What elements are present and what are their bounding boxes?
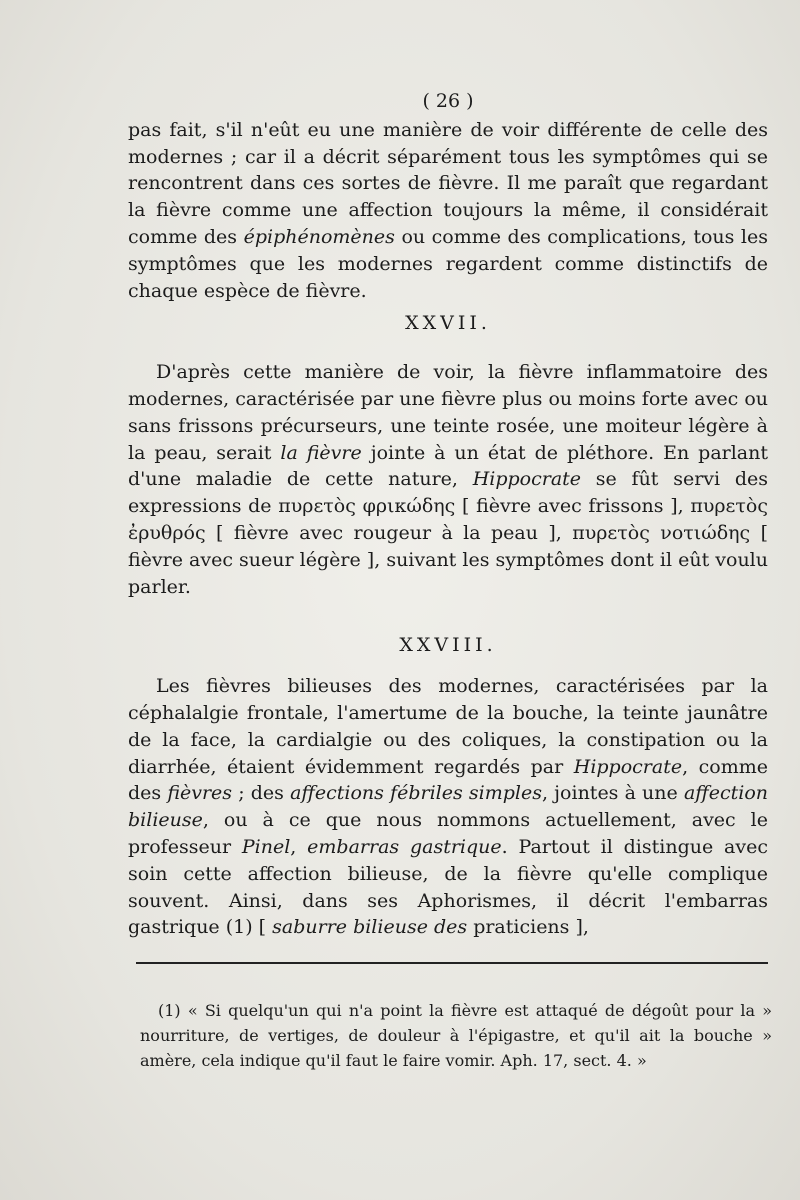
paragraph-2-text-a: D'après cette manière de voir, la fièvre inflammatoire des modernes, caractérisée par une fièvre plus ou moins forte avec ou sans frissons précurseurs, une teinte rosée, une moiteur légère à la peau, serait [128, 361, 768, 464]
paragraph-3-emphasis-6: embarras gastrique [307, 835, 502, 858]
section-heading-28: XXVIII. [399, 634, 497, 657]
paragraph-2-emphasis-1: la fièvre [280, 441, 362, 464]
page-number: ( 26 ) [422, 90, 474, 112]
paragraph-3-text-a: Les fièvres bilieuses des modernes, caractérisées par la céphalalgie frontale, l'amertume de la bouche, la teinte jaunâtre de la face, la cardialgie ou des coliques, la constipation ou la diarrhée, étaient évidemment regardés par [128, 675, 768, 778]
footnote-divider [136, 962, 768, 964]
paragraph-3-text-g: . Partout il distingue avec soin cette affection bilieuse, de la fièvre qu'elle complique souvent. Ainsi, dans ses Aphorismes, il décrit l'embarras gastrique (1) [ [128, 835, 768, 939]
body-text [128, 88, 768, 941]
footnote: (1) « Si quelqu'un qui n'a point la fièvre est attaqué de dégoût pour la » nourriture, de vertiges, de douleur à l'épigastre, et qu'il ait la bouche » amère, cela indique qu'il faut le faire vomir. Aph. 17, sect. 4. » [140, 1001, 772, 1070]
paragraph-1-emphasis: épiphénomènes [243, 225, 395, 248]
paragraph-2-emphasis-2: Hippocrate [472, 468, 582, 491]
paragraph-3 [128, 673, 768, 941]
paragraph-3-text-h: praticiens ], [473, 916, 589, 939]
paragraph-3-emphasis-5: Pinel [241, 835, 291, 858]
paragraph-1-text-end: ou comme des complications, tous les symptômes que les modernes regardent comme distinctifs de chaque espèce de fièvre. [128, 225, 769, 302]
paragraph-3-emphasis-3: affections fébriles simples [290, 782, 542, 805]
paragraph-3-emphasis-7: saburre bilieuse des [272, 916, 468, 939]
paragraph-3-emphasis-2: fièvres [167, 782, 233, 805]
paragraph-1-text: pas fait, s'il n'eût eu une manière de voir différente de celle des modernes ; car il a décrit séparément tous les symptômes qui se rencontrent dans ces sortes de fièvre. Il me paraît que regardant la fièvre comme une affection toujours la même, il considérait comme des [128, 118, 768, 248]
paragraph-2-text-c: se fût servi des expressions de πυρετὸς φρικώδης [ fièvre avec frissons ], πυρετὸς ἐρυθρός [ fièvre avec rougeur à la peau ], πυρετὸς νοτιώδης [ fièvre avec sueur légère ], suivant les symptômes dont il eût voulu parler. [128, 468, 768, 598]
paragraph-3-text-e: , ou à ce que nous nommons actuellement, avec le professeur [128, 809, 768, 858]
paragraph-1 [128, 117, 768, 305]
paragraph-3-text-b: , comme des [128, 755, 769, 805]
paragraph-3-text-c: ; des [238, 782, 284, 805]
paragraph-3-emphasis-1: Hippocrate [573, 755, 683, 778]
paragraph-2 [128, 359, 768, 600]
paragraph-3-text-d: , jointes à une [541, 782, 678, 805]
paragraph-3-text-f: , [290, 835, 297, 858]
paragraph-2-text-b: jointe à un état de pléthore. En parlant d'une maladie de cette nature, [128, 441, 769, 491]
section-heading-27: XXVII. [405, 312, 491, 335]
paragraph-3-emphasis-4: affection bilieuse [128, 782, 768, 832]
